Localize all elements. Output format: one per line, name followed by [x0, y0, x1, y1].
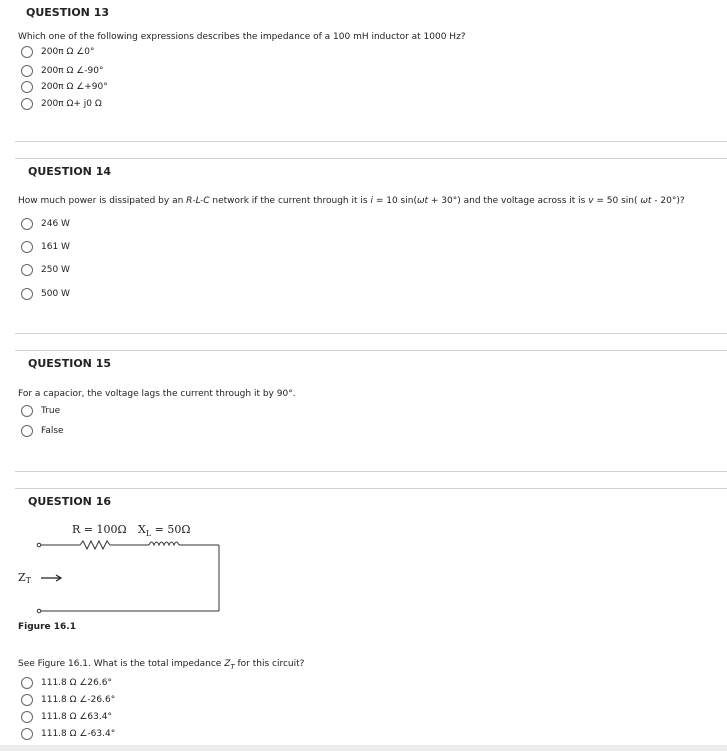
- radio-button[interactable]: [21, 728, 33, 740]
- q13-option-4-label: 200π Ω+ j0 Ω: [41, 99, 102, 109]
- q16-option-3-label: 111.8 Ω ∠63.4°: [41, 712, 112, 722]
- question-15-text: For a capacior, the voltage lags the current through it by 90°.: [18, 389, 296, 399]
- q14-option-2-label: 161 W: [41, 242, 70, 252]
- figure-caption: Figure 16.1: [18, 622, 76, 632]
- radio-button[interactable]: [21, 711, 33, 723]
- resistor-symbol: [80, 541, 110, 549]
- q13-option-3-label: 200π Ω ∠+90°: [41, 82, 108, 92]
- question-13-heading: QUESTION 13: [26, 6, 110, 19]
- radio-button[interactable]: [21, 694, 33, 706]
- q16-option-3[interactable]: [21, 710, 112, 724]
- reactance-label: $X_L = 50\Omega$: [138, 523, 191, 538]
- q13-option-1-label: 200π Ω ∠0°: [41, 47, 95, 57]
- question-14-heading: QUESTION 14: [28, 165, 112, 178]
- question-16-heading: QUESTION 16: [28, 495, 112, 508]
- top-terminal: [37, 543, 41, 547]
- q16-option-2[interactable]: [21, 693, 115, 707]
- q16-option-2-label: 111.8 Ω ∠-26.6°: [41, 695, 116, 705]
- question-13-text: Which one of the following expressions describes the impedance of a 100 mH inductor at 1000 Hz?: [18, 32, 466, 42]
- q16-option-1-label: 111.8 Ω ∠26.6°: [41, 678, 112, 688]
- inductor-symbol: [149, 542, 179, 545]
- question-15-heading: QUESTION 15: [28, 357, 112, 370]
- radio-button[interactable]: [21, 677, 33, 689]
- q14-option-4-label: 500 W: [41, 289, 70, 299]
- q13-option-2-label: 200π Ω ∠-90°: [41, 66, 104, 76]
- q14-option-1-label: 246 W: [41, 219, 70, 229]
- resistor-label: R = 100Ω: [72, 523, 127, 536]
- question-14-text: How much power is dissipated by an R-L-C network if the current through it is i = 10 sin(ωt + 30°) and the voltage across it is v = 50 sin( ωt - 20°)?: [18, 196, 685, 206]
- bottom-edge: [0, 745, 727, 751]
- q16-option-4-label: 111.8 Ω ∠-63.4°: [41, 729, 116, 739]
- question-16-text: See Figure 16.1. What is the total impedance $Z_T$ for this circuit?: [18, 659, 305, 671]
- zt-label: ZT: [18, 571, 31, 585]
- q16-option-1[interactable]: [21, 676, 112, 690]
- bottom-terminal: [37, 609, 41, 613]
- q14-option-3-label: 250 W: [41, 265, 70, 275]
- q16-option-4[interactable]: [21, 727, 115, 741]
- q15-option-false-label: False: [41, 426, 64, 436]
- q15-option-true-label: True: [41, 406, 61, 416]
